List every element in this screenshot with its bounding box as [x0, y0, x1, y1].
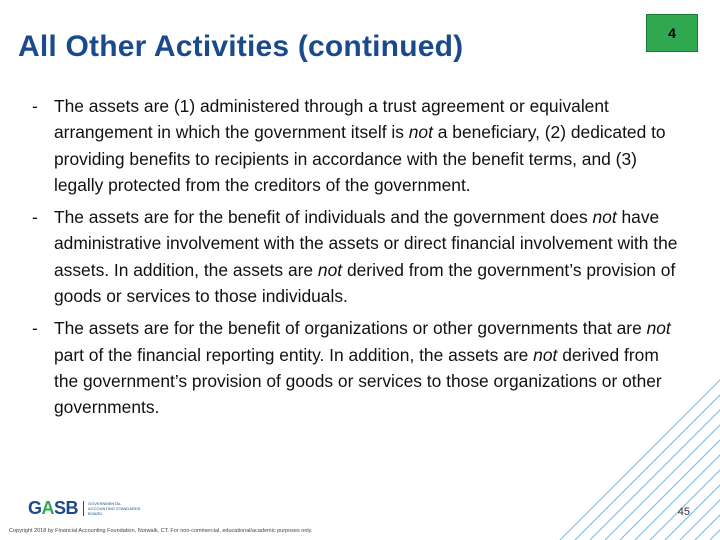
- slide-title: All Other Activities (continued): [18, 30, 464, 63]
- emphasis-text: not: [533, 344, 558, 365]
- bullet-marker: -: [32, 96, 38, 116]
- logo-subtitle: GOVERNMENTAL ACCOUNTING STANDARDS BOARD: [83, 501, 148, 516]
- emphasis-text: not: [592, 207, 617, 228]
- bullet-text: part of the financial reporting entity. In addition, the assets are: [54, 344, 534, 365]
- bullet-marker: -: [32, 318, 38, 339]
- bullet-marker: -: [32, 207, 38, 228]
- bullet-text: derived from the government’s provision of goods or services to those organizations or other governments.: [54, 344, 662, 418]
- copyright-footer: Copyright 2018 by Financial Accounting Foundation, Norwalk, CT. For non-commercial, educational/academic purposes only.: [9, 528, 313, 534]
- emphasis-text: not: [646, 318, 671, 339]
- bullet-text: a beneficiary, (2) dedicated to providing benefits to recipients in accordance with the benefit terms, and (3) legally protected from the creditors of the government.: [54, 122, 666, 195]
- emphasis-text: not: [317, 259, 343, 280]
- bullet-text: The assets are for the benefit of individuals and the government does: [54, 207, 593, 228]
- bullet-text: derived from the government’s provision of goods or services to those individuals.: [54, 259, 676, 307]
- logo-wordmark: GASB: [28, 497, 79, 518]
- bullet-text: have administrative involvement with the assets or direct financial involvement with the assets. In addition, the assets are: [54, 207, 678, 280]
- gasb-logo: [28, 497, 148, 519]
- section-badge: 4: [646, 14, 698, 52]
- emphasis-text: not: [408, 122, 433, 143]
- bullet-text: The assets are (1) administered through a trust agreement or equivalent arrangement in which the government itself is: [54, 96, 609, 143]
- bullet-item: [32, 93, 682, 198]
- bullet-item: [32, 204, 682, 309]
- page-number: 45: [677, 506, 690, 518]
- bullet-text: The assets are for the benefit of organizations or other governments that are: [54, 318, 647, 339]
